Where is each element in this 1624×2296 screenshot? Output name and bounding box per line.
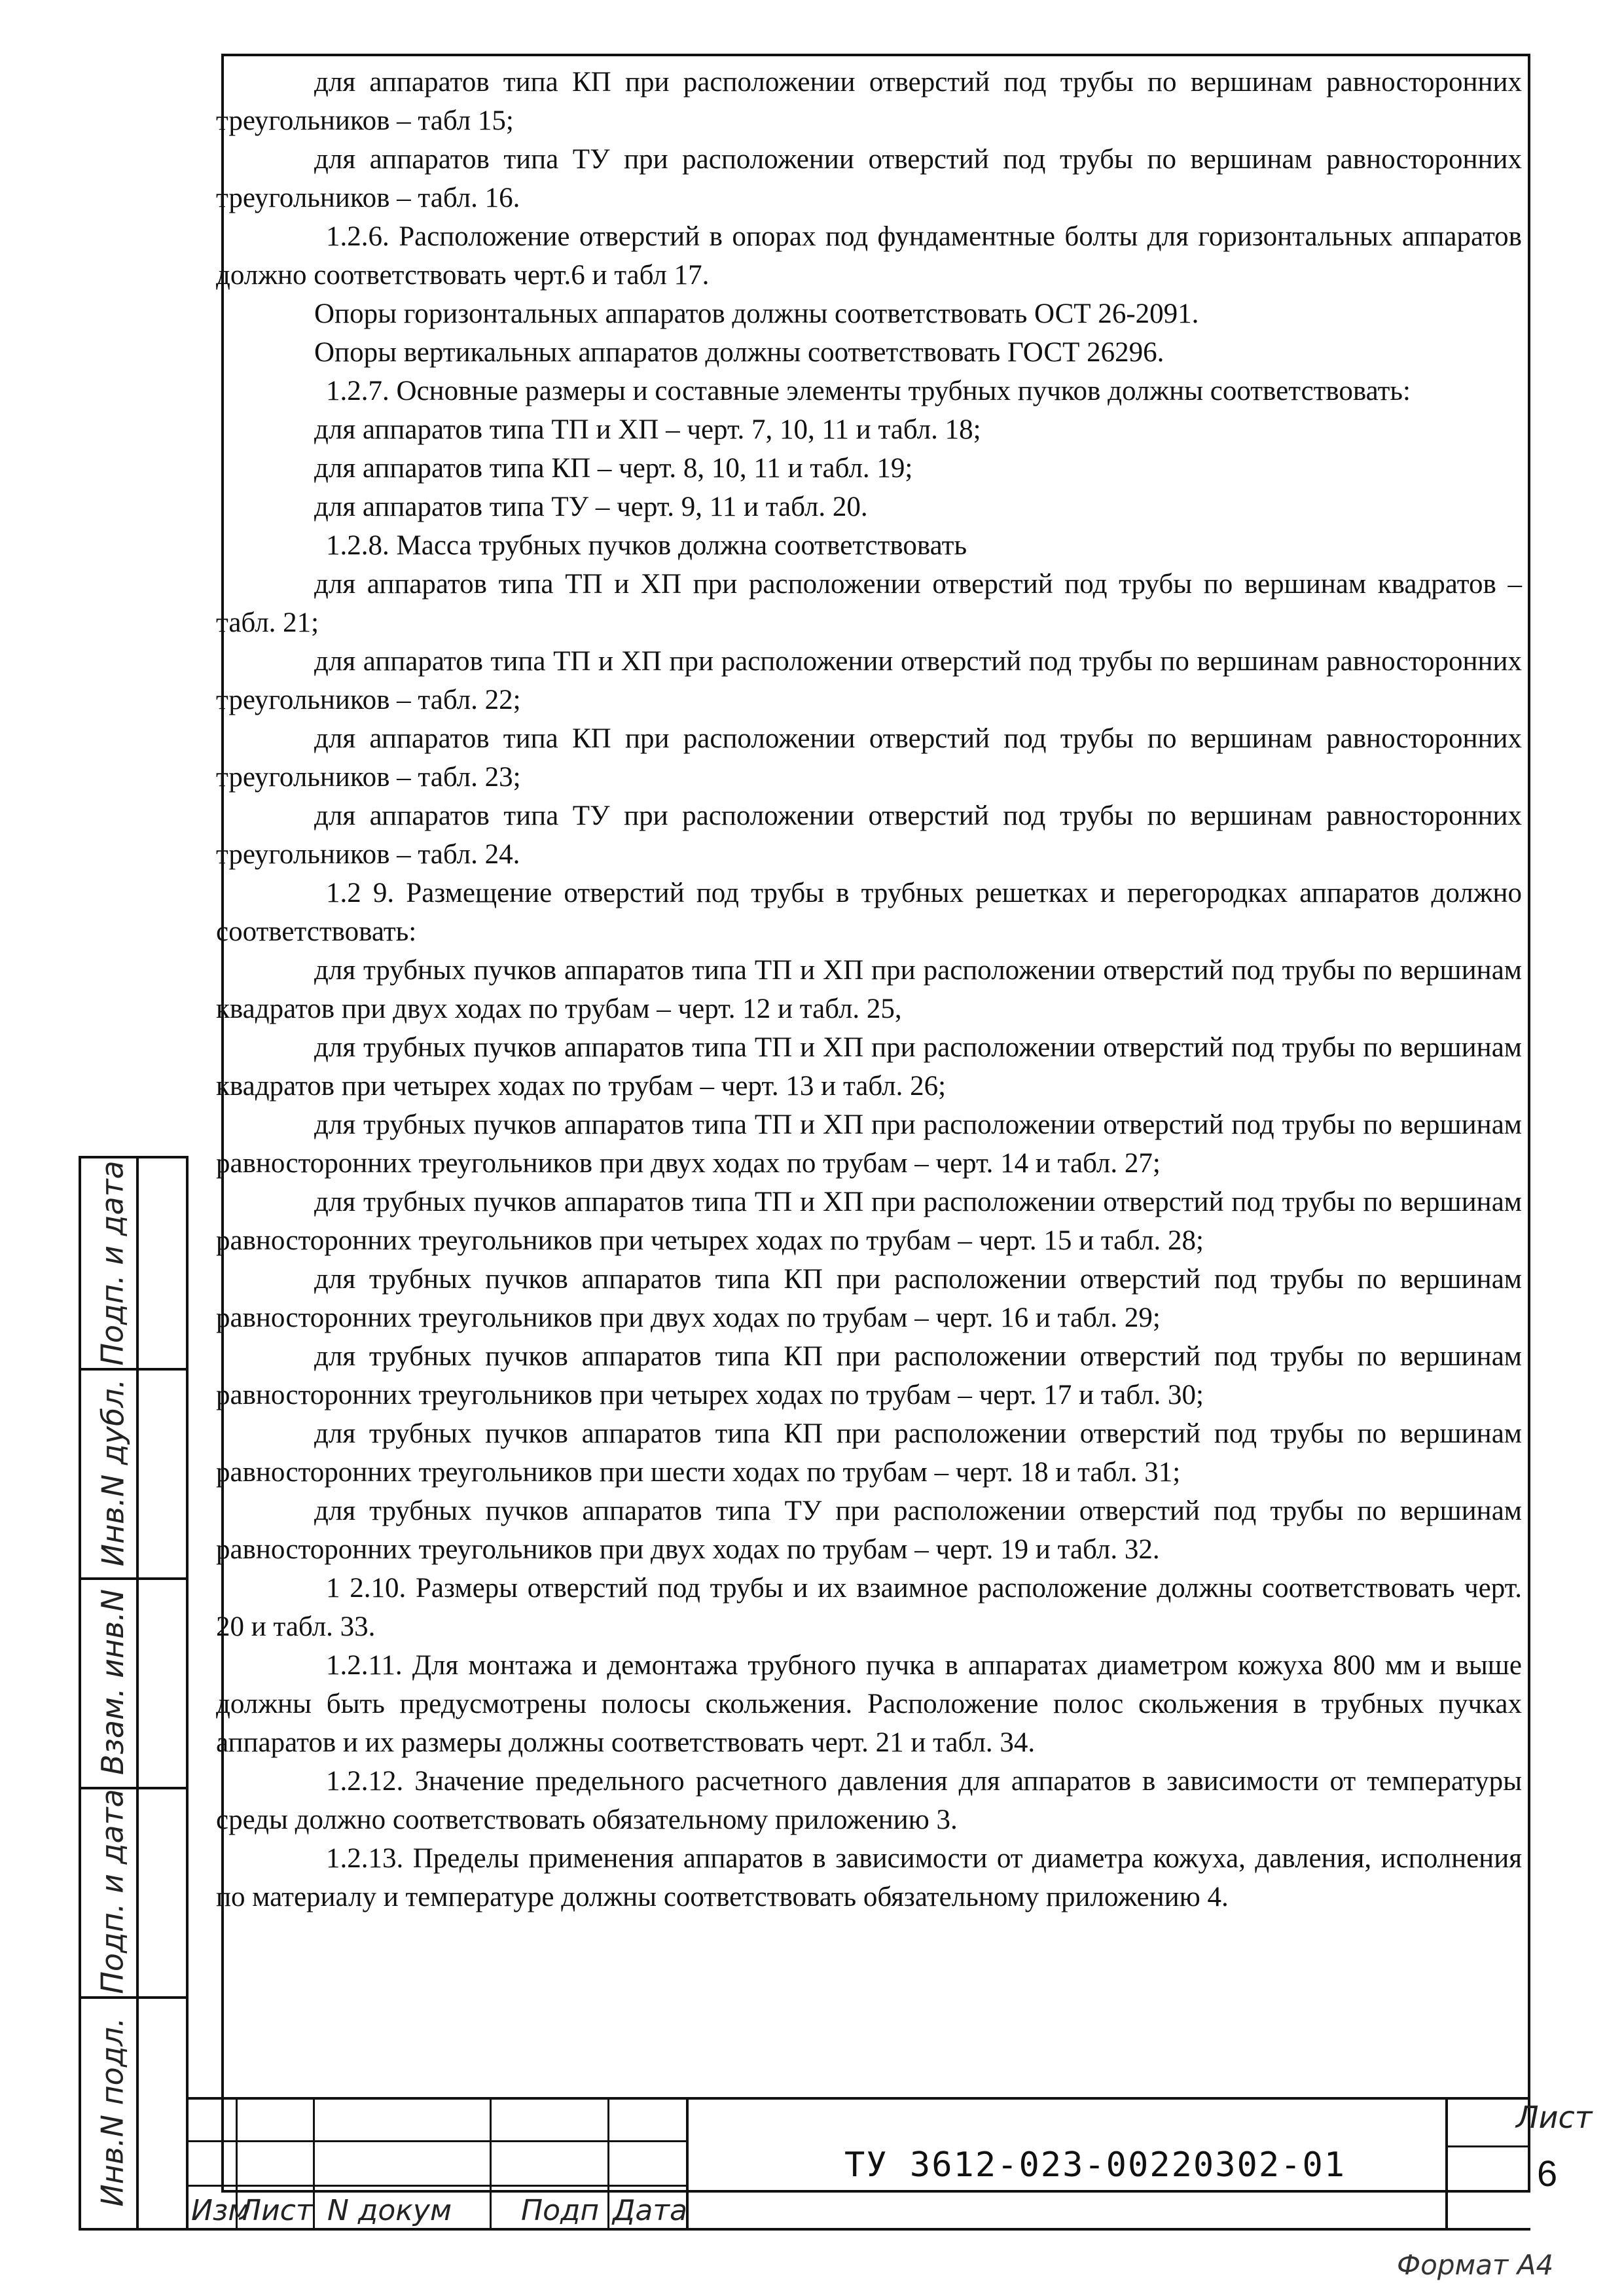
side-stamp-label: Инв.N подл. — [95, 2017, 131, 2207]
paragraph: для трубных пучков аппаратов типа ТУ при расположении отверстий под трубы по вершинам равносторонних треугольников при двух ходах по трубам – черт. 19 и табл. 32. — [216, 1496, 1522, 1565]
title-block-line — [607, 2097, 609, 2231]
paragraph: для трубных пучков аппаратов типа ТП и ХП при расположении отверстий под трубы по вершинам квадратов при четырех ходах по трубам – черт. 13 и табл. 26; — [216, 1032, 1522, 1102]
paragraph: для аппаратов типа КП при расположении отверстий под трубы по вершинам равносторонних треугольников – табл 15; — [216, 67, 1522, 136]
paragraph: для трубных пучков аппаратов типа КП при расположении отверстий под трубы по вершинам равносторонних треугольников при двух ходах по трубам – черт. 16 и табл. 29; — [216, 1264, 1522, 1333]
title-block-line — [1445, 2145, 1530, 2147]
document-body — [216, 63, 1522, 1916]
paragraph: для трубных пучков аппаратов типа ТП и ХП при расположении отверстий под трубы по вершинам равносторонних треугольников при четырех ходах по трубам – черт. 15 и табл. 28; — [216, 1187, 1522, 1256]
caption-podp: Подп — [521, 2194, 600, 2227]
title-block-line — [189, 2140, 686, 2142]
title-block-line — [189, 2185, 686, 2187]
paragraph: Опоры вертикальных аппаратов должны соответствовать ГОСТ 26296. — [314, 337, 1164, 368]
paragraph: для трубных пучков аппаратов типа КП при расположении отверстий под трубы по вершинам равносторонних треугольников при шести ходах по трубам – черт. 18 и табл. 31; — [216, 1418, 1522, 1488]
paragraph: 1.2.7. Основные размеры и составные элементы трубных пучков должны соответствовать: — [326, 376, 1411, 406]
paragraph: 1.2.11. Для монтажа и демонтажа трубного пучка в аппаратах диаметром кожуха 800 мм и выше должны быть предусмотрены полосы скольжения. Расположение полос скольжения в трубных пучках аппаратов и их размеры должны соответствовать черт. 21 и табл. 34. — [216, 1650, 1522, 1758]
paragraph: для аппаратов типа ТУ – черт. 9, 11 и табл. 20. — [314, 492, 868, 522]
paragraph: для аппаратов типа ТП и ХП при расположении отверстий под трубы по вершинам квадратов – табл. 21; — [216, 569, 1522, 638]
caption-n-dokum: N докум — [327, 2194, 452, 2227]
paragraph: 1.2 9. Размещение отверстий под трубы в трубных решетках и перегородках аппаратов должно соответствовать: — [216, 878, 1522, 947]
paragraph: Опоры горизонтальных аппаратов должны соответствовать ОСТ 26-2091. — [314, 298, 1199, 329]
side-stamp — [79, 1156, 189, 2231]
paragraph: для аппаратов типа ТП и ХП – черт. 7, 10, 11 и табл. 18; — [314, 414, 981, 445]
sheet-label: Лист — [1516, 2100, 1593, 2135]
document-code: ТУ 3612-023-00220302-01 — [844, 2145, 1346, 2185]
paragraph: для аппаратов типа КП при расположении отверстий под трубы по вершинам равносторонних треугольников – табл. 23; — [216, 723, 1522, 793]
paragraph: 1 2.10. Размеры отверстий под трубы и их взаимное расположение должны соответствовать черт. 20 и табл. 33. — [216, 1573, 1522, 1642]
title-block-line — [1445, 2097, 1448, 2231]
side-stamp-label: Взам. инв.N — [95, 1588, 131, 1776]
paragraph: для аппаратов типа ТУ при расположении отверстий под трубы по вершинам равносторонних треугольников – табл. 24. — [216, 800, 1522, 870]
paragraph: для аппаратов типа ТП и ХП при расположении отверстий под трубы по вершинам равносторонних треугольников – табл. 22; — [216, 646, 1522, 715]
paragraph: 1.2.8. Масса трубных пучков должна соответствовать — [326, 530, 967, 561]
paragraph: 1.2.12. Значение предельного расчетного давления для аппаратов в зависимости от температуры среды должно соответствовать обязательному приложению 3. — [216, 1766, 1522, 1835]
format-note: Формат А4 — [1397, 2249, 1554, 2281]
paragraph: для трубных пучков аппаратов типа ТП и ХП при расположении отверстий под трубы по вершинам равносторонних треугольников при двух ходах по трубам – черт. 14 и табл. 27; — [216, 1109, 1522, 1179]
caption-list: Лист — [240, 2194, 313, 2227]
title-block-line — [189, 2097, 1530, 2100]
side-stamp-label: Подп. и дата — [95, 1789, 131, 1994]
paragraph: 1.2.6. Расположение отверстий в опорах под фундаментные болты для горизонтальных аппаратов должно соответствовать черт.6 и табл 17. — [216, 221, 1522, 291]
paragraph: для трубных пучков аппаратов типа КП при расположении отверстий под трубы по вершинам равносторонних треугольников при четырех ходах по трубам – черт. 17 и табл. 30; — [216, 1341, 1522, 1410]
sheet-number: 6 — [1537, 2153, 1558, 2194]
title-block-line — [189, 2228, 1530, 2231]
caption-data: Дата — [613, 2194, 687, 2227]
paragraph: для аппаратов типа КП – черт. 8, 10, 11 и табл. 19; — [314, 453, 913, 484]
paragraph: для трубных пучков аппаратов типа ТП и ХП при расположении отверстий под трубы по вершинам квадратов при двух ходах по трубам – черт. 12 и табл. 25, — [216, 955, 1522, 1024]
side-stamp-label: Инв.N дубл. — [95, 1378, 131, 1567]
side-stamp-label: Подп. и дата — [95, 1160, 131, 1366]
paragraph: для аппаратов типа ТУ при расположении отверстий под трубы по вершинам равносторонних треугольников – табл. 16. — [216, 144, 1522, 213]
caption-izm: Изм — [191, 2194, 250, 2227]
title-block-line — [313, 2097, 315, 2231]
title-block-line — [490, 2097, 492, 2231]
paragraph: 1.2.13. Пределы применения аппаратов в зависимости от диаметра кожуха, давления, исполнения по материалу и температуре должны соответствовать обязательному приложению 4. — [216, 1843, 1522, 1912]
